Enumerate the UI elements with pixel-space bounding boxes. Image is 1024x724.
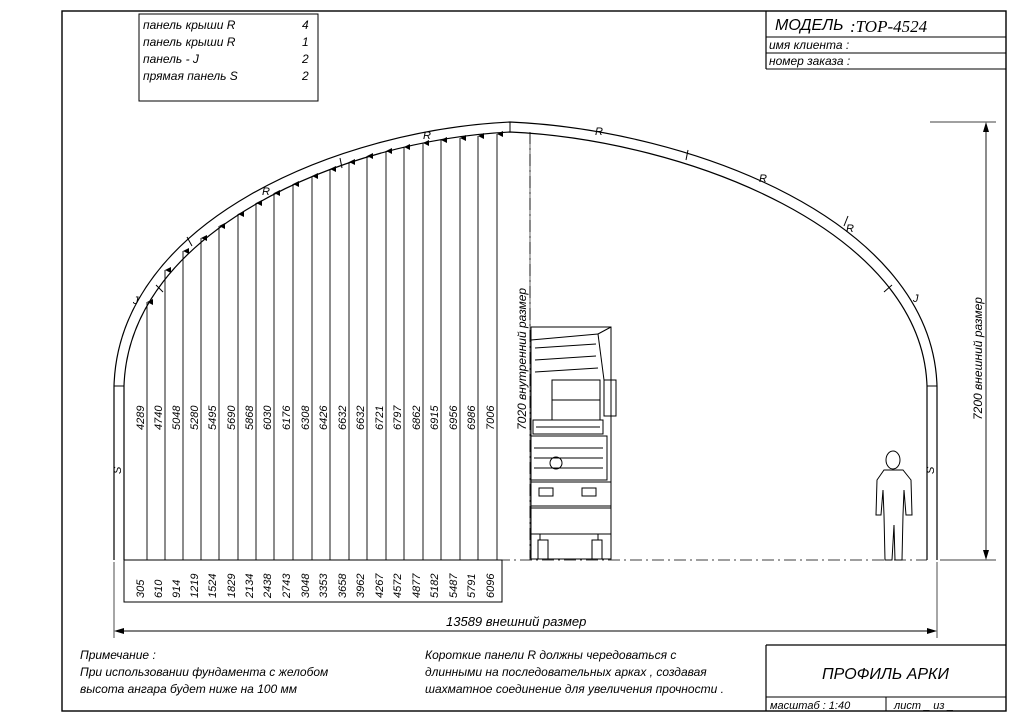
offset-value: 3048 <box>300 573 312 598</box>
offset-value: 610 <box>153 579 165 598</box>
offset-value: 5182 <box>429 573 441 598</box>
offset-value: 2743 <box>281 573 293 598</box>
note-line-2: высота ангара будет ниже на 100 мм <box>80 682 298 696</box>
offset-value: 305 <box>135 579 147 598</box>
height-value: 5690 <box>226 405 238 430</box>
height-value: 6721 <box>374 405 386 430</box>
height-value: 6915 <box>429 405 441 430</box>
height-value: 5868 <box>244 405 256 430</box>
height-value: 6797 <box>392 405 404 430</box>
panel-table-row-3-qty: 2 <box>302 52 309 66</box>
panel-table <box>139 14 318 101</box>
height-value: 6426 <box>318 405 330 430</box>
panel-table-row-2-qty: 1 <box>302 35 309 49</box>
offset-value: 1524 <box>207 573 219 598</box>
offset-value: 5791 <box>466 573 478 598</box>
height-value: 6956 <box>448 405 460 430</box>
offset-value: 4572 <box>392 573 404 598</box>
arch-label-r: R <box>423 130 431 142</box>
note-title: Примечание : <box>80 648 156 662</box>
height-value: 6632 <box>355 405 367 430</box>
height-value: 7006 <box>485 405 497 430</box>
outer-height-dimension <box>930 122 996 560</box>
inner-height-dimension <box>515 134 530 558</box>
model-label: МОДЕЛЬ <box>775 17 844 34</box>
truck-illustration <box>531 327 616 559</box>
height-values <box>135 405 497 430</box>
height-value: 6308 <box>300 405 312 430</box>
arch-label-j: J <box>133 295 139 307</box>
panel-note-line-3: шахматное соединение для увеличения прочности . <box>425 682 724 696</box>
arch-label-r: R <box>595 126 603 138</box>
height-value: 6986 <box>466 405 478 430</box>
height-value: 4289 <box>135 405 147 430</box>
model-value: :TOP-4524 <box>850 17 928 36</box>
panel-table-row-1-name: панель крыши R <box>143 18 236 32</box>
person-silhouette <box>876 451 912 560</box>
height-value: 6862 <box>411 405 423 430</box>
height-value: 6176 <box>281 405 293 430</box>
offset-value: 2134 <box>244 573 256 598</box>
panel-table-row-4-name: прямая панель S <box>143 69 238 83</box>
client-label: имя клиента : <box>769 38 850 52</box>
stamp-sheet: лист _ из _ <box>894 700 954 712</box>
outer-width-label: 13589 внешний размер <box>446 614 587 629</box>
note-line-1: При использовании фундамента с желобом <box>80 665 329 679</box>
height-value: 4740 <box>153 405 165 430</box>
height-value: 5495 <box>207 405 219 430</box>
arch-label-r: R <box>846 223 854 235</box>
offset-value: 6096 <box>485 573 497 598</box>
offset-value: 4267 <box>374 573 386 598</box>
offset-value: 1829 <box>226 573 238 598</box>
panel-table-row-3-name: панель - J <box>143 52 199 66</box>
arch-label-r: R <box>262 186 270 198</box>
height-value: 6632 <box>337 405 349 430</box>
panel-table-row-1-qty: 4 <box>302 18 309 32</box>
notes-block <box>80 648 724 696</box>
offset-box <box>124 560 502 602</box>
height-value: 5280 <box>189 405 201 430</box>
height-value: 6030 <box>262 405 274 430</box>
arch-label-j: J <box>913 293 919 305</box>
height-value: 5048 <box>171 405 183 430</box>
height-leaders <box>147 134 497 560</box>
offset-value: 914 <box>171 579 183 598</box>
offset-value: 3353 <box>318 573 330 598</box>
panel-note-line-1: Короткие панели R должны чередоваться с <box>425 648 677 662</box>
order-label: номер заказа : <box>769 54 851 68</box>
offset-value: 4877 <box>411 573 423 598</box>
arch-label-r: R <box>759 173 767 185</box>
title-block <box>766 11 1006 69</box>
panel-table-row-4-qty: 2 <box>302 69 309 83</box>
arch-label-s: S <box>925 466 937 474</box>
offset-value: 3962 <box>355 573 367 598</box>
inner-height-label: 7020 внутренний размер <box>515 287 529 430</box>
offset-value: 2438 <box>262 573 274 598</box>
panel-note-line-2: длинными на последовательных арках , создавая <box>425 665 707 679</box>
stamp-title: ПРОФИЛЬ АРКИ <box>822 666 949 683</box>
offset-value: 5487 <box>448 573 460 598</box>
arch-label-s: S <box>112 466 124 474</box>
stamp-block <box>766 645 1006 712</box>
offset-value: 1219 <box>189 573 201 598</box>
panel-table-row-2-name: панель крыши R <box>143 35 236 49</box>
offset-value: 3658 <box>337 573 349 598</box>
outer-height-label: 7200 внешний размер <box>971 297 985 420</box>
stamp-scale: масштаб : 1:40 <box>770 700 851 712</box>
